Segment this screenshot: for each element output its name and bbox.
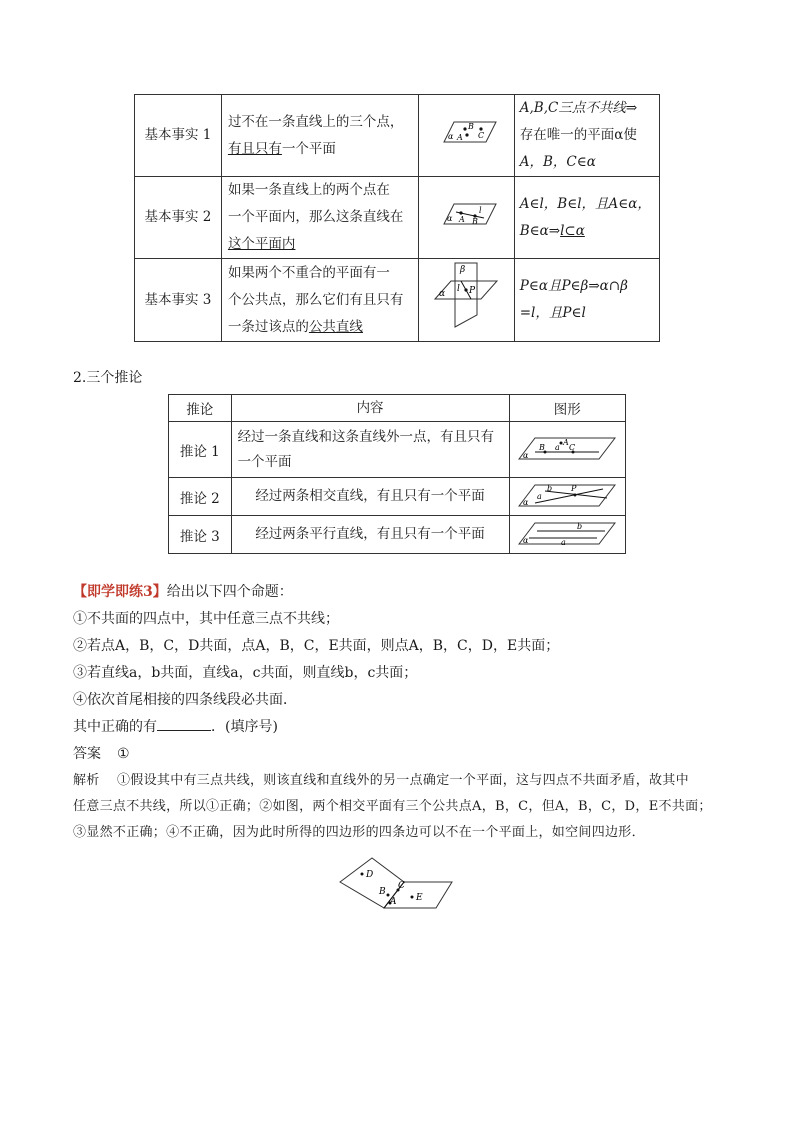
svg-text:A: A: [457, 132, 464, 142]
fact-name: 基本事实 1: [135, 95, 222, 177]
svg-text:β: β: [460, 265, 466, 275]
plane-three-points-figure: [434, 116, 498, 146]
basic-facts-table: [134, 94, 660, 342]
intersecting-planes-figure: [431, 259, 501, 331]
svg-text:a: a: [537, 491, 543, 501]
table-row: [135, 259, 660, 342]
column-header: 推论: [169, 395, 232, 422]
column-header: 图形: [509, 395, 625, 422]
intersecting-lines-plane-figure: [515, 480, 619, 510]
table-row: [135, 95, 660, 177]
section-title: 2.三个推论: [73, 370, 143, 386]
fact-text: 过不在一条直线上的三个点， 有且只有一个平面: [221, 95, 418, 177]
svg-text:P: P: [469, 286, 476, 296]
corollary-text: 经过一条直线和这条直线外一点，有且只有 一个平面: [231, 422, 509, 478]
fact-symbols: P∈α且P∈β⇒α∩β =l，且P∈l: [514, 259, 659, 342]
fact-text: 如果一条直线上的两个点在 一个平面内，那么这条直线在 这个平面内: [221, 177, 418, 259]
exercise-tag: 【即学即练3】: [73, 584, 167, 600]
table-row: [169, 478, 626, 516]
corollary-name: 推论 1: [169, 422, 232, 478]
exercise-item: ④依次首尾相接的四条线段必共面．: [73, 692, 297, 708]
svg-text:B: B: [472, 216, 479, 226]
corollary-figure: [509, 478, 625, 516]
svg-text:l: l: [457, 284, 461, 294]
analysis-paragraph: 解析 ①假设其中有三点共线，则该直线和直线外的另一点确定一个平面，这与四点不共面矛盾，故其中 任意三点不共线，所以①正确；②如图，两个相交平面有三个公共点A，B，C，但A，B，C，D，E不共面； ③显然不正确；④不正确，因为此时所得的四边形的四条边可以不在一个平面上，如空间四边形．: [73, 768, 723, 846]
svg-text:α: α: [523, 450, 529, 460]
exercise-item: ③若直线a，b共面，直线a，c共面，则直线b，c共面；: [73, 665, 418, 681]
table-header-row: [169, 395, 626, 422]
svg-text:α: α: [523, 535, 529, 545]
svg-text:A: A: [390, 897, 397, 907]
svg-text:l: l: [479, 205, 482, 215]
svg-text:A: A: [563, 437, 570, 447]
exercise-item: ②若点A，B，C，D共面，点A，B，C，E共面，则点A，B，C，D，E共面；: [73, 638, 560, 654]
svg-text:α: α: [448, 131, 454, 141]
corollary-figure: [509, 422, 625, 478]
svg-text:a: a: [561, 537, 567, 547]
svg-text:b: b: [547, 483, 553, 493]
svg-text:D: D: [366, 870, 374, 880]
svg-text:A: A: [459, 214, 466, 224]
analysis-label: 解析: [73, 773, 100, 788]
parallel-lines-plane-figure: [515, 518, 619, 548]
line-and-point-plane-figure: [515, 433, 619, 463]
corollary-name: 推论 3: [169, 516, 232, 554]
fact-name: 基本事实 3: [135, 259, 222, 342]
svg-text:E: E: [416, 893, 423, 903]
exercise-item: ①不共面的四点中，其中任意三点不共线；: [73, 611, 339, 627]
answer-line: [73, 743, 130, 763]
corollary-figure: [509, 516, 625, 554]
svg-text:α: α: [523, 497, 529, 507]
svg-text:C: C: [569, 442, 576, 452]
svg-text:B: B: [468, 121, 475, 131]
plane-line-figure: [434, 198, 498, 228]
table-row: [169, 516, 626, 554]
corollary-text: 经过两条平行直线，有且只有一个平面: [231, 516, 509, 554]
answer-label: 答案: [73, 746, 101, 762]
exercise-intro: 【即学即练3】给出以下四个命题：: [73, 584, 293, 600]
fact-text-line-2: 有且只有一个平面: [227, 140, 336, 157]
svg-text:B: B: [539, 442, 546, 452]
fact-text: 如果两个不重合的平面有一 个公共点，那么它们有且只有 一条过该点的公共直线: [221, 259, 418, 342]
fact-figure: [419, 259, 515, 342]
table-row: [169, 422, 626, 478]
svg-text:C: C: [478, 130, 485, 140]
fact-symbols: A,B,C三点不共线⇒ 存在唯一的平面α使 A，B，C∈α: [514, 95, 659, 177]
corollary-name: 推论 2: [169, 478, 232, 516]
svg-text:P: P: [571, 483, 577, 493]
svg-text:a: a: [555, 442, 561, 452]
folded-planes-figure: [338, 856, 454, 914]
fact-symbols: A∈l，B∈l，且A∈α， B∈α⇒l⊂α: [514, 177, 659, 259]
answer-value: ①: [117, 746, 130, 762]
svg-text:b: b: [577, 521, 583, 531]
fact-name: 基本事实 2: [135, 177, 222, 259]
corollaries-table: [168, 394, 626, 554]
fact-figure: [419, 177, 515, 259]
exercise-question: 其中正确的有 ．(填序号): [73, 719, 278, 735]
svg-text:B: B: [379, 887, 386, 897]
svg-text:C: C: [398, 881, 405, 891]
corollary-text: 经过两条相交直线，有且只有一个平面: [231, 478, 509, 516]
fact-figure: [419, 95, 515, 177]
column-header: 内容: [231, 395, 509, 422]
svg-text:α: α: [447, 213, 453, 223]
svg-text:α: α: [439, 289, 446, 299]
table-row: [135, 177, 660, 259]
answer-blank: [157, 717, 211, 731]
